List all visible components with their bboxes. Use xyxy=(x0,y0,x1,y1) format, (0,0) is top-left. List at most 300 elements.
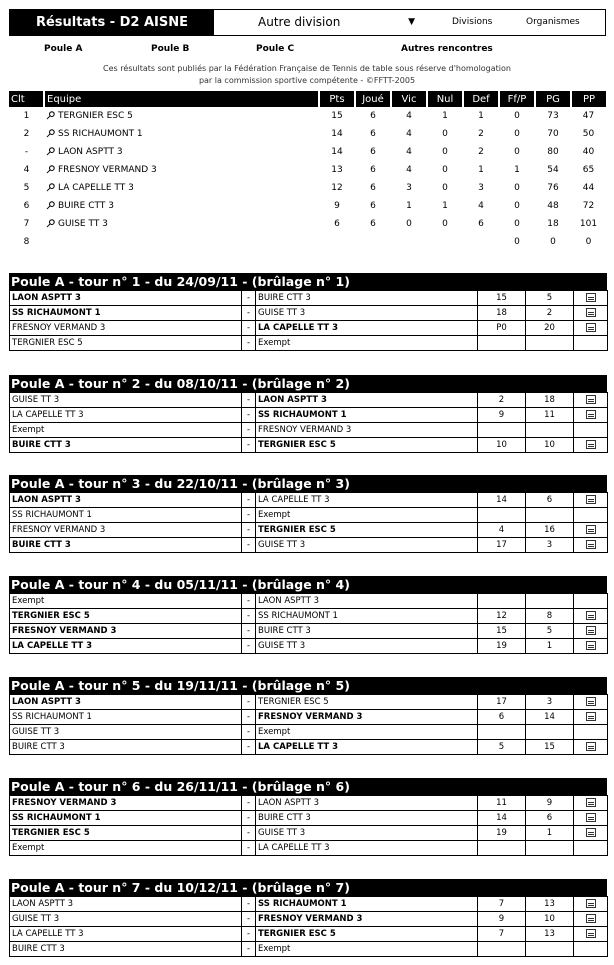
col-def: Def xyxy=(463,91,499,107)
autres-rencontres-link[interactable]: Autres rencontres xyxy=(401,44,493,54)
match-sheet-icon[interactable] xyxy=(586,899,596,908)
match-sheet-cell[interactable] xyxy=(574,493,608,508)
notice xyxy=(0,63,614,87)
team-pin-icon xyxy=(46,183,55,192)
standings-row xyxy=(9,143,606,161)
home-team: SS RICHAUMONT 1 xyxy=(10,710,242,725)
stat-pg: 70 xyxy=(547,129,559,139)
match-sheet-cell[interactable] xyxy=(574,639,608,654)
stat-nul: 1 xyxy=(442,201,448,211)
match-row xyxy=(10,336,608,351)
home-score: 7 xyxy=(478,927,526,942)
home-team: LAON ASPTT 3 xyxy=(10,493,242,508)
standings-row xyxy=(9,179,606,197)
team-cell[interactable] xyxy=(44,179,319,197)
round-block xyxy=(9,375,607,453)
stat-def: 1 xyxy=(478,165,484,175)
match-sheet-cell[interactable] xyxy=(574,796,608,811)
team-cell[interactable] xyxy=(44,197,319,215)
home-score xyxy=(478,942,526,957)
stat-pg: 0 xyxy=(550,237,556,247)
match-sheet-cell[interactable] xyxy=(574,291,608,306)
home-team: BUIRE CTT 3 xyxy=(10,942,242,957)
rank: 7 xyxy=(23,219,30,229)
match-separator: - xyxy=(242,710,256,725)
round-title: Poule A - tour n° 5 - du 19/11/11 - (brûlage n° 5) xyxy=(9,677,607,694)
away-score xyxy=(526,336,574,351)
standings-row xyxy=(9,125,606,143)
match-sheet-icon[interactable] xyxy=(586,828,596,837)
match-sheet-icon[interactable] xyxy=(586,641,596,650)
match-sheet-cell xyxy=(574,841,608,856)
home-score: 14 xyxy=(478,493,526,508)
home-team: GUISE TT 3 xyxy=(10,912,242,927)
match-row xyxy=(10,740,608,755)
match-sheet-cell xyxy=(574,336,608,351)
match-row xyxy=(10,912,608,927)
stat-pts xyxy=(319,233,355,251)
match-row xyxy=(10,594,608,609)
match-sheet-cell[interactable] xyxy=(574,897,608,912)
round-table xyxy=(9,694,608,755)
poules-nav xyxy=(0,44,614,58)
home-team: Exempt xyxy=(10,423,242,438)
stat-ffp: 0 xyxy=(514,219,520,229)
match-separator: - xyxy=(242,438,256,453)
home-team: BUIRE CTT 3 xyxy=(10,438,242,453)
match-separator: - xyxy=(242,523,256,538)
home-score: 11 xyxy=(478,796,526,811)
poule-a-link[interactable]: Poule A xyxy=(44,44,83,54)
team-pin-icon xyxy=(46,129,55,138)
team-name: LAON ASPTT 3 xyxy=(58,147,123,157)
col-pts: Pts xyxy=(319,91,355,107)
away-score: 2 xyxy=(526,306,574,321)
stat-pg: 54 xyxy=(547,165,559,175)
away-team: Exempt xyxy=(256,942,478,957)
match-separator: - xyxy=(242,841,256,856)
team-name: TERGNIER ESC 5 xyxy=(58,111,133,121)
match-sheet-icon[interactable] xyxy=(586,914,596,923)
stat-pts: 14 xyxy=(331,129,343,139)
stat-pts: 15 xyxy=(331,111,343,121)
match-row xyxy=(10,927,608,942)
match-sheet-icon[interactable] xyxy=(586,293,596,302)
match-sheet-cell[interactable] xyxy=(574,624,608,639)
stat-nul: 0 xyxy=(442,147,448,157)
match-sheet-icon[interactable] xyxy=(586,495,596,504)
divisions-link[interactable]: Divisions xyxy=(452,17,493,27)
match-row xyxy=(10,393,608,408)
round-table xyxy=(9,392,608,453)
col-equipe: Equipe xyxy=(44,91,319,107)
away-team: GUISE TT 3 xyxy=(256,306,478,321)
stat-nul: 0 xyxy=(442,165,448,175)
header-bar xyxy=(9,9,606,36)
home-score: 18 xyxy=(478,306,526,321)
stat-vic: 4 xyxy=(406,147,412,157)
match-separator: - xyxy=(242,639,256,654)
round-title: Poule A - tour n° 1 - du 24/09/11 - (brûlage n° 1) xyxy=(9,273,607,290)
standings-header-row xyxy=(9,91,606,107)
home-score: 7 xyxy=(478,897,526,912)
match-row xyxy=(10,321,608,336)
home-team: TERGNIER ESC 5 xyxy=(10,609,242,624)
home-team: FRESNOY VERMAND 3 xyxy=(10,796,242,811)
away-team: FRESNOY VERMAND 3 xyxy=(256,423,478,438)
away-team: TERGNIER ESC 5 xyxy=(256,695,478,710)
away-score: 8 xyxy=(526,609,574,624)
round-block xyxy=(9,778,607,856)
away-score: 20 xyxy=(526,321,574,336)
home-team: TERGNIER ESC 5 xyxy=(10,826,242,841)
home-score: P0 xyxy=(478,321,526,336)
stat-pg: 80 xyxy=(547,147,559,157)
stat-def: 2 xyxy=(478,129,484,139)
match-row xyxy=(10,826,608,841)
away-team: LAON ASPTT 3 xyxy=(256,796,478,811)
round-title: Poule A - tour n° 2 - du 08/10/11 - (brûlage n° 2) xyxy=(9,375,607,392)
team-pin-icon xyxy=(46,147,55,156)
match-sheet-cell[interactable] xyxy=(574,710,608,725)
col-clt: Clt xyxy=(9,91,44,107)
away-team: SS RICHAUMONT 1 xyxy=(256,609,478,624)
home-score: 17 xyxy=(478,538,526,553)
match-row xyxy=(10,725,608,740)
match-sheet-cell[interactable] xyxy=(574,408,608,423)
away-score: 11 xyxy=(526,408,574,423)
match-sheet-cell[interactable] xyxy=(574,393,608,408)
round-table xyxy=(9,593,608,654)
stat-pg: 76 xyxy=(547,183,559,193)
match-row xyxy=(10,841,608,856)
home-score xyxy=(478,594,526,609)
match-sheet-cell[interactable] xyxy=(574,321,608,336)
match-sheet-icon[interactable] xyxy=(586,712,596,721)
match-sheet-icon[interactable] xyxy=(586,308,596,317)
match-sheet-cell[interactable] xyxy=(574,826,608,841)
match-sheet-cell[interactable] xyxy=(574,912,608,927)
match-separator: - xyxy=(242,321,256,336)
home-score: 15 xyxy=(478,291,526,306)
match-row xyxy=(10,710,608,725)
match-separator: - xyxy=(242,291,256,306)
away-team: Exempt xyxy=(256,336,478,351)
match-separator: - xyxy=(242,538,256,553)
team-pin-icon xyxy=(46,111,55,120)
match-sheet-cell[interactable] xyxy=(574,811,608,826)
round-title: Poule A - tour n° 7 - du 10/12/11 - (brûlage n° 7) xyxy=(9,879,607,896)
match-separator: - xyxy=(242,826,256,841)
home-team: FRESNOY VERMAND 3 xyxy=(10,523,242,538)
round-block xyxy=(9,677,607,755)
round-table xyxy=(9,290,608,351)
col-pp: PP xyxy=(571,91,606,107)
match-separator: - xyxy=(242,796,256,811)
match-row xyxy=(10,291,608,306)
stat-ffp: 1 xyxy=(514,165,520,175)
home-score: 5 xyxy=(478,740,526,755)
away-team: TERGNIER ESC 5 xyxy=(256,438,478,453)
team-cell[interactable] xyxy=(44,107,319,125)
stat-joue: 6 xyxy=(370,219,376,229)
match-separator: - xyxy=(242,609,256,624)
match-row xyxy=(10,438,608,453)
match-sheet-icon[interactable] xyxy=(586,697,596,706)
stat-pp: 50 xyxy=(582,129,595,139)
stat-vic xyxy=(391,233,427,251)
stat-nul xyxy=(427,233,463,251)
match-sheet-icon[interactable] xyxy=(586,626,596,635)
team-name: SS RICHAUMONT 1 xyxy=(58,129,143,139)
stat-joue xyxy=(355,233,391,251)
stat-vic: 4 xyxy=(406,129,412,139)
organismes-link[interactable]: Organismes xyxy=(526,17,580,27)
standings-row xyxy=(9,197,606,215)
match-row xyxy=(10,609,608,624)
match-sheet-icon[interactable] xyxy=(586,395,596,404)
stat-def: 6 xyxy=(478,219,484,229)
page-title: Résultats - D2 AISNE xyxy=(10,10,214,35)
home-team: LAON ASPTT 3 xyxy=(10,695,242,710)
match-sheet-icon[interactable] xyxy=(586,410,596,419)
match-separator: - xyxy=(242,725,256,740)
home-score xyxy=(478,336,526,351)
away-team: SS RICHAUMONT 1 xyxy=(256,897,478,912)
match-sheet-icon[interactable] xyxy=(586,525,596,534)
home-team: FRESNOY VERMAND 3 xyxy=(10,321,242,336)
team-pin-icon xyxy=(46,165,55,174)
stat-vic: 3 xyxy=(406,183,412,193)
stat-def xyxy=(463,233,499,251)
team-pin-icon xyxy=(46,201,55,210)
away-team: LA CAPELLE TT 3 xyxy=(256,493,478,508)
stat-pts: 12 xyxy=(331,183,343,193)
rank: - xyxy=(24,147,29,157)
match-separator: - xyxy=(242,695,256,710)
away-score xyxy=(526,508,574,523)
match-sheet-icon[interactable] xyxy=(586,540,596,549)
match-row xyxy=(10,508,608,523)
stat-nul: 0 xyxy=(442,129,448,139)
round-block xyxy=(9,475,607,553)
home-team: Exempt xyxy=(10,841,242,856)
home-team: LA CAPELLE TT 3 xyxy=(10,408,242,423)
away-score xyxy=(526,942,574,957)
stat-pts: 6 xyxy=(334,219,340,229)
team-cell[interactable] xyxy=(44,143,319,161)
rank: 2 xyxy=(23,129,30,139)
stat-vic: 4 xyxy=(406,111,412,121)
stat-def: 2 xyxy=(478,147,484,157)
match-row xyxy=(10,695,608,710)
match-sheet-cell[interactable] xyxy=(574,538,608,553)
away-score: 6 xyxy=(526,811,574,826)
stat-pg: 73 xyxy=(547,111,559,121)
home-score: 9 xyxy=(478,408,526,423)
stat-ffp: 0 xyxy=(514,201,520,211)
home-score: 6 xyxy=(478,710,526,725)
match-separator: - xyxy=(242,624,256,639)
standings-row xyxy=(9,161,606,179)
match-sheet-cell xyxy=(574,508,608,523)
match-separator: - xyxy=(242,897,256,912)
team-cell[interactable] xyxy=(44,125,319,143)
away-score: 14 xyxy=(526,710,574,725)
stat-vic: 0 xyxy=(406,219,412,229)
stat-pp: 65 xyxy=(582,165,595,175)
match-sheet-cell[interactable] xyxy=(574,695,608,710)
rank: 6 xyxy=(23,201,30,211)
stat-joue: 6 xyxy=(370,201,376,211)
home-team: TERGNIER ESC 5 xyxy=(10,336,242,351)
col-pg: PG xyxy=(535,91,571,107)
stat-pg: 48 xyxy=(547,201,559,211)
home-score: 19 xyxy=(478,639,526,654)
away-team: BUIRE CTT 3 xyxy=(256,811,478,826)
match-sheet-cell[interactable] xyxy=(574,609,608,624)
stat-ffp: 0 xyxy=(514,183,520,193)
away-score: 10 xyxy=(526,912,574,927)
match-row xyxy=(10,493,608,508)
away-score: 16 xyxy=(526,523,574,538)
round-title: Poule A - tour n° 4 - du 05/11/11 - (brûlage n° 4) xyxy=(9,576,607,593)
away-score xyxy=(526,594,574,609)
match-sheet-cell[interactable] xyxy=(574,306,608,321)
team-cell[interactable] xyxy=(44,161,319,179)
away-score: 3 xyxy=(526,695,574,710)
match-sheet-cell[interactable] xyxy=(574,523,608,538)
home-team: SS RICHAUMONT 1 xyxy=(10,306,242,321)
round-block xyxy=(9,879,607,957)
rank: 1 xyxy=(23,111,30,121)
away-score: 9 xyxy=(526,796,574,811)
match-sheet-icon[interactable] xyxy=(586,929,596,938)
match-separator: - xyxy=(242,336,256,351)
standings-table xyxy=(9,91,606,251)
away-team: GUISE TT 3 xyxy=(256,538,478,553)
rank: 5 xyxy=(23,183,30,193)
team-name: BUIRE CTT 3 xyxy=(58,201,114,211)
away-score xyxy=(526,841,574,856)
match-separator: - xyxy=(242,393,256,408)
home-team: LA CAPELLE TT 3 xyxy=(10,639,242,654)
col-nul: Nul xyxy=(427,91,463,107)
match-sheet-cell[interactable] xyxy=(574,740,608,755)
stat-pts: 14 xyxy=(331,147,343,157)
home-team: SS RICHAUMONT 1 xyxy=(10,508,242,523)
home-score: 2 xyxy=(478,393,526,408)
away-team: FRESNOY VERMAND 3 xyxy=(256,710,478,725)
home-score: 17 xyxy=(478,695,526,710)
away-team: TERGNIER ESC 5 xyxy=(256,927,478,942)
division-select[interactable] xyxy=(250,13,415,32)
stat-joue: 6 xyxy=(370,129,376,139)
stat-pp: 0 xyxy=(585,237,592,247)
stat-pg: 18 xyxy=(547,219,559,229)
team-cell[interactable] xyxy=(44,215,319,233)
away-score: 18 xyxy=(526,393,574,408)
standings-row xyxy=(9,215,606,233)
match-row xyxy=(10,796,608,811)
match-row xyxy=(10,639,608,654)
away-team: LAON ASPTT 3 xyxy=(256,393,478,408)
match-sheet-icon[interactable] xyxy=(586,611,596,620)
stat-joue: 6 xyxy=(370,111,376,121)
match-separator: - xyxy=(242,942,256,957)
match-sheet-cell[interactable] xyxy=(574,927,608,942)
match-sheet-cell xyxy=(574,942,608,957)
home-team: GUISE TT 3 xyxy=(10,393,242,408)
stat-nul: 0 xyxy=(442,219,448,229)
away-team: LA CAPELLE TT 3 xyxy=(256,321,478,336)
team-name: GUISE TT 3 xyxy=(58,219,108,229)
match-sheet-cell[interactable] xyxy=(574,438,608,453)
match-sheet-icon[interactable] xyxy=(586,813,596,822)
away-team: LA CAPELLE TT 3 xyxy=(256,841,478,856)
home-score xyxy=(478,423,526,438)
poule-b-link[interactable]: Poule B xyxy=(151,44,190,54)
away-team: GUISE TT 3 xyxy=(256,826,478,841)
stat-joue: 6 xyxy=(370,165,376,175)
away-score: 6 xyxy=(526,493,574,508)
standings-row xyxy=(9,107,606,125)
stat-pp: 40 xyxy=(582,147,595,157)
stat-nul: 0 xyxy=(442,183,448,193)
home-score: 15 xyxy=(478,624,526,639)
away-team: BUIRE CTT 3 xyxy=(256,624,478,639)
match-sheet-cell xyxy=(574,725,608,740)
away-score: 13 xyxy=(526,927,574,942)
home-score: 4 xyxy=(478,523,526,538)
match-row xyxy=(10,538,608,553)
home-team: Exempt xyxy=(10,594,242,609)
team-cell xyxy=(44,233,319,251)
col-joue: Joué xyxy=(355,91,391,107)
stat-def: 3 xyxy=(478,183,484,193)
home-team: FRESNOY VERMAND 3 xyxy=(10,624,242,639)
match-sheet-icon[interactable] xyxy=(586,798,596,807)
home-score: 14 xyxy=(478,811,526,826)
stat-ffp: 0 xyxy=(514,129,520,139)
away-team: SS RICHAUMONT 1 xyxy=(256,408,478,423)
notice-line-1: Ces résultats sont publiés par la Fédération Française de Tennis de table sous réserve d'homologation xyxy=(102,64,511,73)
away-team: TERGNIER ESC 5 xyxy=(256,523,478,538)
notice-line-2: par la commission sportive compétente - ©FFTT-2005 xyxy=(198,76,416,85)
away-score: 10 xyxy=(526,438,574,453)
standings-row xyxy=(9,233,606,251)
home-team: LA CAPELLE TT 3 xyxy=(10,927,242,942)
stat-ffp: 0 xyxy=(514,237,520,247)
match-sheet-icon[interactable] xyxy=(586,742,596,751)
home-score xyxy=(478,841,526,856)
away-score: 3 xyxy=(526,538,574,553)
away-score: 1 xyxy=(526,639,574,654)
poule-c-link[interactable]: Poule C xyxy=(256,44,295,54)
match-sheet-icon[interactable] xyxy=(586,440,596,449)
home-score xyxy=(478,725,526,740)
rank: 4 xyxy=(23,165,30,175)
match-separator: - xyxy=(242,306,256,321)
match-sheet-icon[interactable] xyxy=(586,323,596,332)
col-vic: Vic xyxy=(391,91,427,107)
home-score: 10 xyxy=(478,438,526,453)
home-score: 19 xyxy=(478,826,526,841)
match-sheet-cell xyxy=(574,594,608,609)
home-team: SS RICHAUMONT 1 xyxy=(10,811,242,826)
home-team: GUISE TT 3 xyxy=(10,725,242,740)
division-select-value: Autre division xyxy=(258,15,341,29)
